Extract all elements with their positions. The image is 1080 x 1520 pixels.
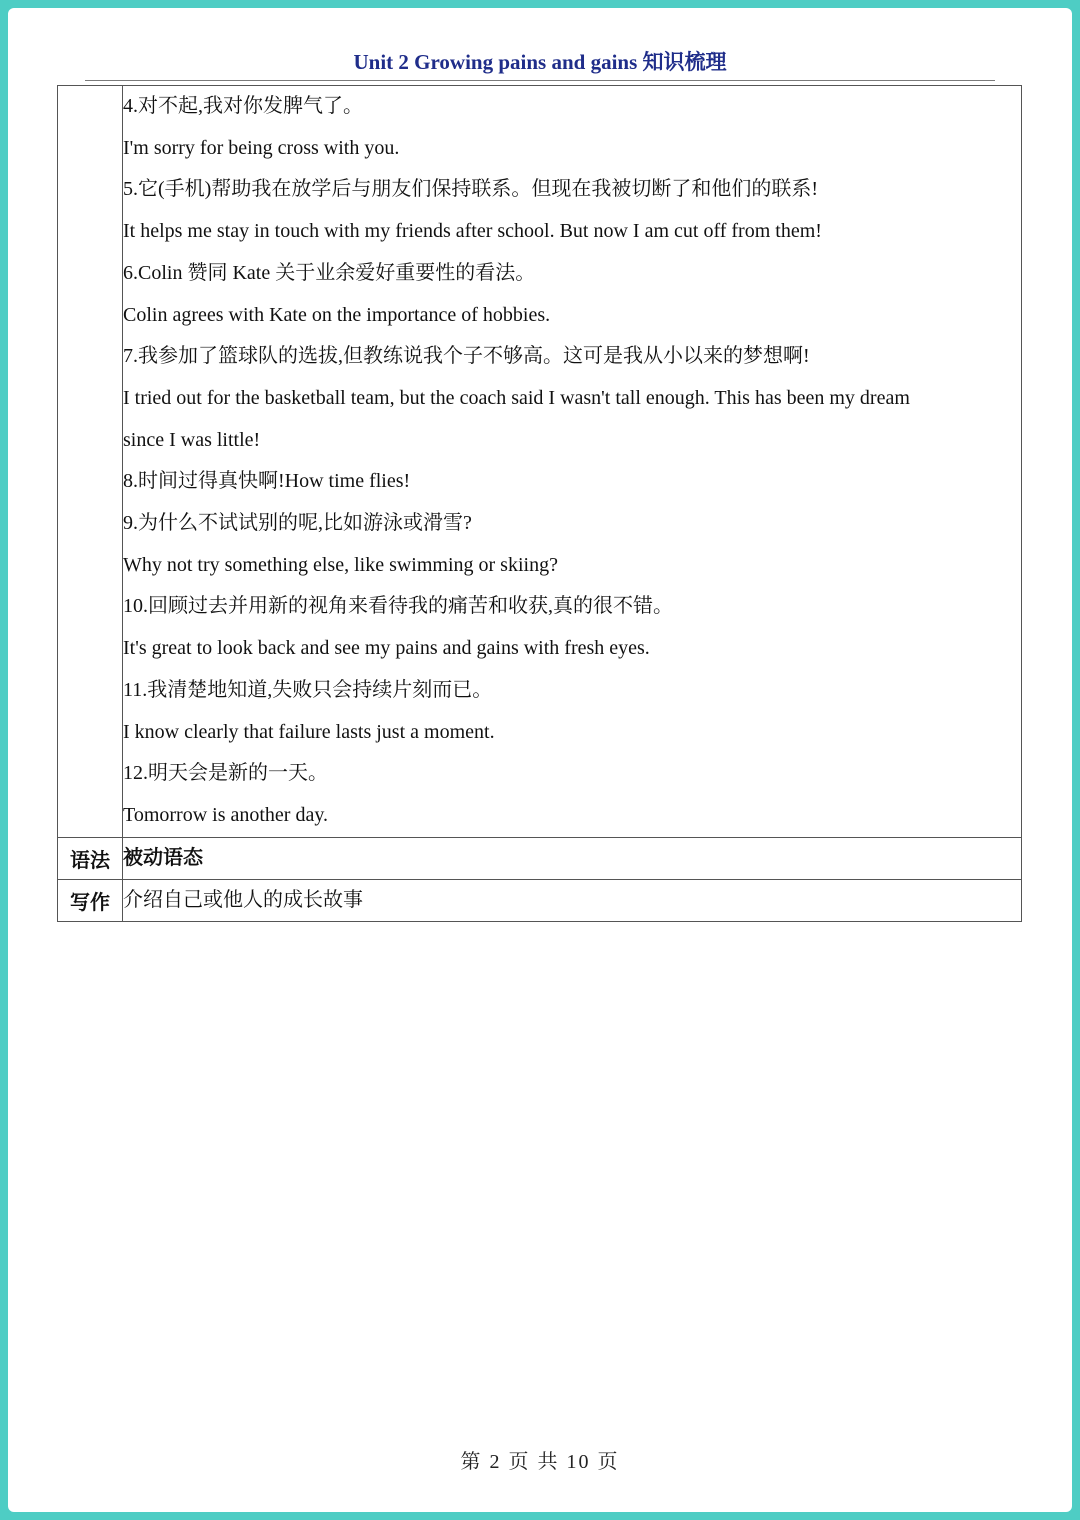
writing-value: 介绍自己或他人的成长故事 bbox=[123, 879, 1022, 921]
sentence-line: I tried out for the basketball team, but the coach said I wasn't tall enough. This has been my dream bbox=[123, 386, 910, 409]
sentence-line: It helps me stay in touch with my friends after school. But now I am cut off from them! bbox=[123, 220, 822, 243]
writing-row bbox=[58, 879, 1022, 921]
sentence-line: 4.对不起,我对你发脾气了。 bbox=[123, 95, 363, 117]
sentence-line: 8.时间过得真快啊!How time flies! bbox=[123, 470, 411, 493]
grammar-label: 语法 bbox=[58, 837, 123, 879]
writing-label: 写作 bbox=[58, 879, 123, 921]
sentence-line: 5.它(手机)帮助我在放学后与朋友们保持联系。但现在我被切断了和他们的联系! bbox=[123, 178, 818, 201]
header-divider bbox=[85, 80, 995, 81]
sentence-line: 11.我清楚地知道,失败只会持续片刻而已。 bbox=[123, 678, 493, 701]
sentence-line: 6.Colin 赞同 Kate 关于业余爱好重要性的看法。 bbox=[123, 261, 536, 284]
sentences-row bbox=[58, 86, 1022, 838]
sentences-side-cell bbox=[58, 86, 123, 838]
sentence-line: It's great to look back and see my pains and gains with fresh eyes. bbox=[123, 637, 650, 660]
sentence-line: I know clearly that failure lasts just a moment. bbox=[123, 720, 495, 743]
grammar-value: 被动语态 bbox=[123, 837, 1022, 879]
page-header-title: Unit 2 Growing pains and gains 知识梳理 bbox=[353, 50, 727, 74]
page-number: 第 2 页 共 10 页 bbox=[460, 1451, 620, 1473]
sentence-line: since I was little! bbox=[123, 428, 261, 451]
sentence-line: Why not try something else, like swimming or skiing? bbox=[123, 553, 558, 576]
sentence-line: 7.我参加了篮球队的选拔,但教练说我个子不够高。这可是我从小以来的梦想啊! bbox=[123, 345, 810, 368]
sentence-line: 12.明天会是新的一天。 bbox=[123, 762, 328, 785]
sentences-cell bbox=[123, 86, 1022, 838]
sentence-line: Tomorrow is another day. bbox=[123, 803, 329, 826]
sentence-line: 9.为什么不试试别的呢,比如游泳或滑雪? bbox=[123, 512, 472, 535]
document-page bbox=[8, 8, 1072, 1512]
knowledge-table bbox=[57, 85, 1022, 922]
grammar-row bbox=[58, 837, 1022, 879]
sentence-line: 10.回顾过去并用新的视角来看待我的痛苦和收获,真的很不错。 bbox=[123, 595, 673, 618]
sentence-line: I'm sorry for being cross with you. bbox=[123, 136, 400, 159]
sentence-line: Colin agrees with Kate on the importance of hobbies. bbox=[123, 303, 551, 326]
